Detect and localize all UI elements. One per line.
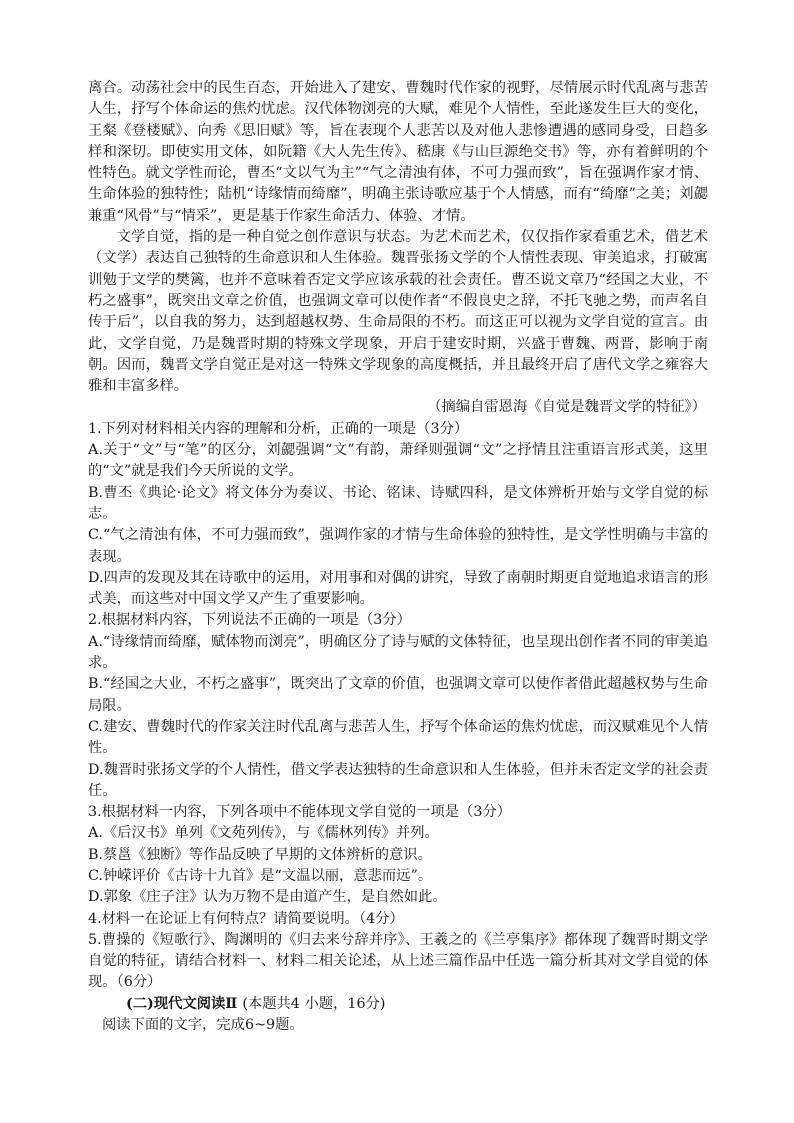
question-2-option-b: B.“经国之大业，不朽之盛事”，既突出了文章的价值，也强调文章可以使作者借此超越权势与生命局限。 [88,676,708,714]
question-1-option-d: D.四声的发现及其在诗歌中的运用，对用事和对偶的讲究，导致了南朝时期更自觉地追求语言的形式美，而这些对中国文学又产生了重要影响。 [88,569,708,608]
passage-paragraph-2: 文学自觉，指的是一种自觉之创作意识与状态。为艺术而艺术，仅仅指作家看重艺术，借艺术（文学）表达自己独特的生命意识和人生体验。魏晋张扬文学的个人情性表现、审美追求，打破寓训勉于文学的樊篱，也并不意味着否定文学应该承载的社会责任。曹丕说文章乃“经国之大业，不朽之盛事”，既突出文章之价值，也强调文章可以使作者“不假良史之辞，不托飞驰之势，而声名自传于后”，以自我的努力，达到超越权势、生命局限的不朽。而这正可以视为文学自觉的宣言。由此，文学自觉，乃是魏晋时期的特殊文学现象，开启于建安时期，兴盛于曹魏、两晋，影响于南朝。因而，魏晋文学自觉正是对这一特殊文学现象的高度概括，并且最终开启了唐代文学之雍容大雅和丰富多样。 [88,229,708,395]
question-3-option-d: D.郭象《庄子注》认为万物不是由道产生，是自然如此。 [88,889,447,906]
question-2-option-d: D.魏晋时张扬文学的个人情性，借文学表达独特的生命意识和人生体验，但并未否定文学的社会责任。 [88,761,708,799]
question-1-stem: 1.下列对材料相关内容的理解和分析，正确的一项是（3分） [88,420,469,437]
question-3-option-a: A.《后汉书》单列《文苑列传》，与《儒林列传》并列。 [88,825,439,842]
question-3-stem: 3.根据材料一内容，下列各项中不能体现文学自觉的一项是（3分） [88,804,512,821]
question-3 [88,802,708,908]
section-subtitle: (本题共4 小题，16分) [242,995,386,1012]
question-1-option-c: C.“气之清浊有体，不可力强而致”，强调作家的才情与生命体验的独特性，是文学性明确与丰富的表现。 [88,527,708,565]
question-2 [88,610,708,802]
section-heading [88,994,708,1015]
question-2-option-c: C.建安、曹魏时代的作家关注时代乱离与悲苦人生，抒写个体命运的焦灼忧虑，而汉赋难见个人情性。 [88,718,708,757]
question-3-option-c: C.钟嵘评价《古诗十九首》是“文温以丽，意悲而远”。 [88,867,433,884]
question-4-stem: 4.材料一在论证上有何特点？请简要说明。（4分） [88,910,404,927]
passage-paragraph-1: 离合。动荡社会中的民生百态，开始进入了建安、曹魏时代作家的视野，尽情展示时代乱离与悲苦人生，抒写个体命运的焦灼忧虑。汉代体物浏亮的大赋，难见个人情性，至此遂发生巨大的变化，王粲《登楼赋》、向秀《思旧赋》等，旨在表现个人悲苦以及对他人悲惨遭遇的感同身受，日趋多样和深切。即使实用文体，如阮籍《大人先生传》、嵇康《与山巨源绝交书》等，亦有着鲜明的个性特色。就文学性而论，曹丕“文以气为主”“气之清浊有体，不可力强而致”，旨在强调作家才情、生命体验的独特性；陆机“诗缘情而绮靡”，明确主张诗歌应基于个人情感，而有“绮靡”之美；刘勰兼重“风骨”与“情采”，更是基于作家生命活力、体验、才情。 [88,80,708,224]
passage-source: （摘编自雷恩海《自觉是魏晋文学的特征》） [427,399,706,416]
question-1-option-b: B.曹丕《典论·论文》将文体分为奏议、书论、铭诔、诗赋四科，是文体辨析开始与文学自觉的标志。 [88,484,708,522]
question-1-option-a: A.关于“文”与“笔”的区分，刘勰强调“文”有韵，萧绎则强调“文”之抒情且注重语言形式美，这里的“文”就是我们今天所说的文学。 [88,442,708,480]
question-5-stem: 5.曹操的《短歌行》、陶渊明的《归去来兮辞并序》、王羲之的《兰亭集序》都体现了魏晋时期文学自觉的特征，请结合材料一、材料二相关论述，从上述三篇作品中任选一篇分析其对文学自觉的体现。（6分） [88,931,708,991]
section-instruction: 阅读下面的文字，完成6~9题。 [102,1017,304,1034]
question-1 [88,419,708,611]
question-2-stem: 2.根据材料内容，下列说法不正确的一项是（3分） [88,612,411,629]
section-title: (二)现代文阅读Ⅱ [126,995,238,1012]
document-page [88,78,708,1036]
question-3-option-b: B.蔡邕《独断》等作品反映了早期的文体辨析的意识。 [88,846,432,863]
question-2-option-a: A.“诗缘情而绮靡，赋体物而浏亮”，明确区分了诗与赋的文体特征，也呈现出创作者不同的审美追求。 [88,633,708,672]
